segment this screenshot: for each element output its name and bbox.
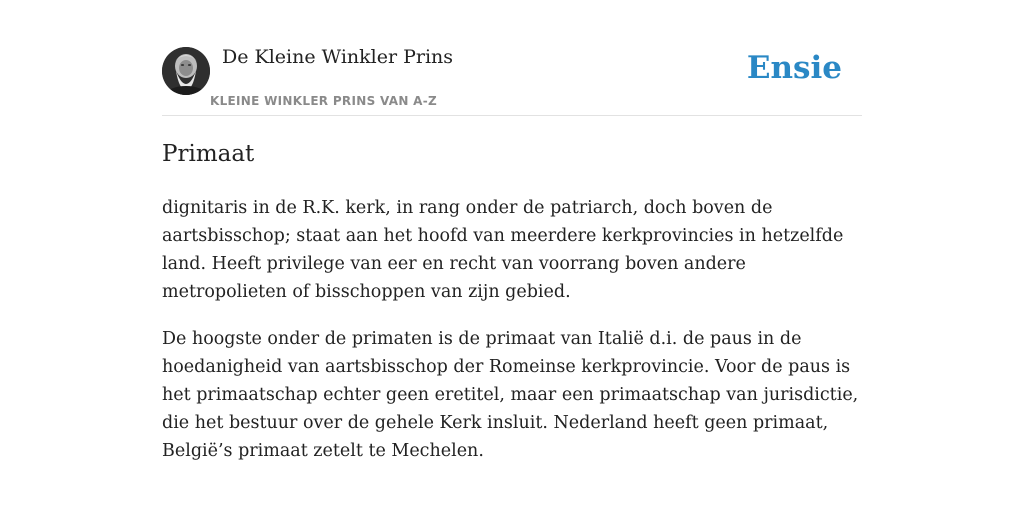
article-header — [162, 44, 862, 116]
author-name[interactable]: De Kleine Winkler Prins — [222, 46, 454, 68]
page-title: Primaat — [162, 141, 255, 167]
paragraph-2: De hoogste onder de primaten is de primaat van Italië d.i. de paus in de hoedanigheid van aartsbisschop der Romeinse kerkprovincie. Voor de paus is het primaatschap echter geen eretitel, maar een primaatschap van jurisdictie, die het bestuur over de gehele Kerk insluit. Nederland heeft geen primaat, België’s primaat zetelt te Mechelen. — [162, 329, 859, 461]
brand-logo[interactable]: Ensie — [746, 50, 842, 86]
article-body — [162, 138, 862, 484]
avatar[interactable] — [162, 47, 210, 95]
source-label[interactable]: KLEINE WINKLER PRINS VAN A-Z — [210, 94, 438, 108]
paragraph-1: dignitaris in de R.K. kerk, in rang onder de patriarch, doch boven de aartsbisschop; staat aan het hoofd van meerdere kerkprovincies in hetzelfde land. Heeft privilege van eer en recht van voorrang boven andere metropolieten of bisschoppen van zijn gebied. — [162, 198, 844, 302]
portrait-icon — [162, 47, 210, 95]
